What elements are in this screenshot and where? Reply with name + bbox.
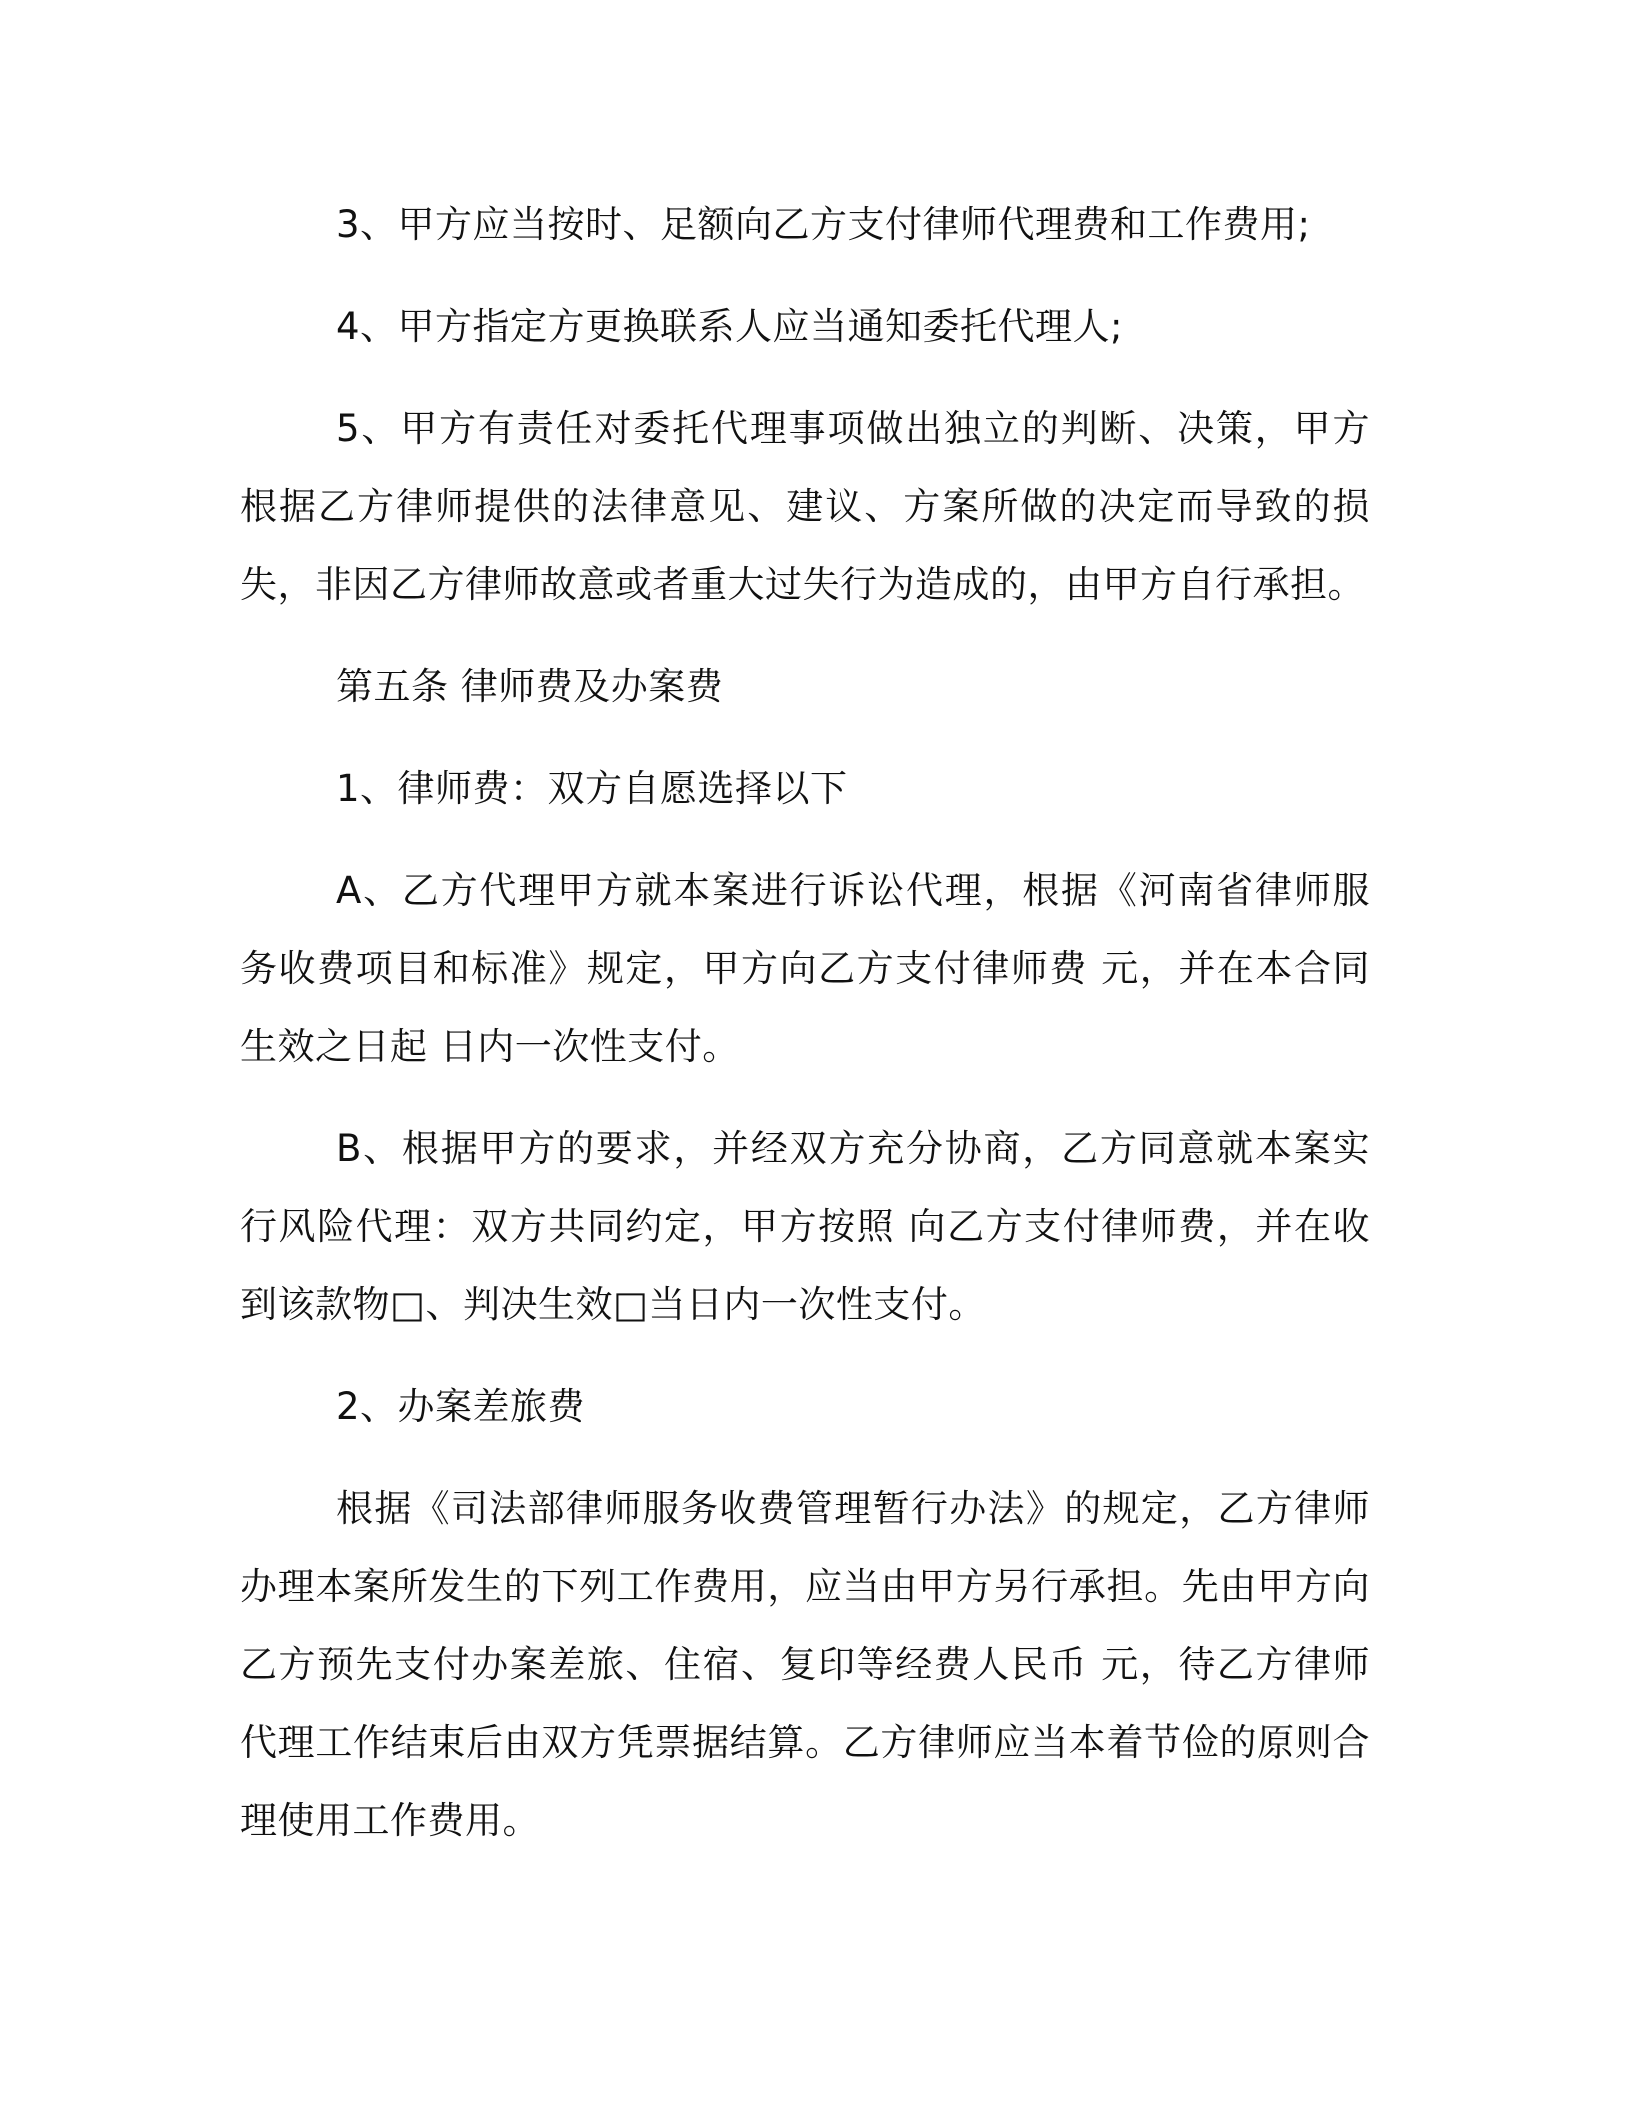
- article-5-heading: 第五条 律师费及办案费: [336, 665, 724, 708]
- travel-expense-heading: 2、办案差旅费: [336, 1385, 586, 1428]
- lawyer-fee-heading: 1、律师费：双方自愿选择以下: [336, 767, 848, 810]
- clause-3-payment-obligation: 3、甲方应当按时、足额向乙方支付律师代理费和工作费用;: [336, 203, 1311, 246]
- option-a-litigation-fee: A、乙方代理甲方就本案进行诉讼代理，根据《河南省律师服务收费项目和标准》规定，甲方向乙方支付律师费 元，并在本合同生效之日起 日内一次性支付。: [240, 869, 1370, 1068]
- option-b-risk-agency-fee: B、根据甲方的要求，并经双方充分协商，乙方同意就本案实行风险代理：双方共同约定，甲方按照 向乙方支付律师费，并在收到该款物□、判决生效□当日内一次性支付。: [240, 1127, 1370, 1326]
- travel-expense-body: 根据《司法部律师服务收费管理暂行办法》的规定，乙方律师办理本案所发生的下列工作费用，应当由甲方另行承担。先由甲方向乙方预先支付办案差旅、住宿、复印等经费人民币 元，待乙方律师代理工作结束后由双方凭票据结算。乙方律师应当本着节俭的原则合理使用工作费用。: [240, 1487, 1370, 1842]
- clause-4-contact-change: 4、甲方指定方更换联系人应当通知委托代理人;: [336, 305, 1124, 348]
- clause-5-independent-decision: 5、甲方有责任对委托代理事项做出独立的判断、决策，甲方根据乙方律师提供的法律意见、建议、方案所做的决定而导致的损失，非因乙方律师故意或者重大过失行为造成的，由甲方自行承担。: [240, 407, 1370, 606]
- document-page: [240, 186, 1370, 1860]
